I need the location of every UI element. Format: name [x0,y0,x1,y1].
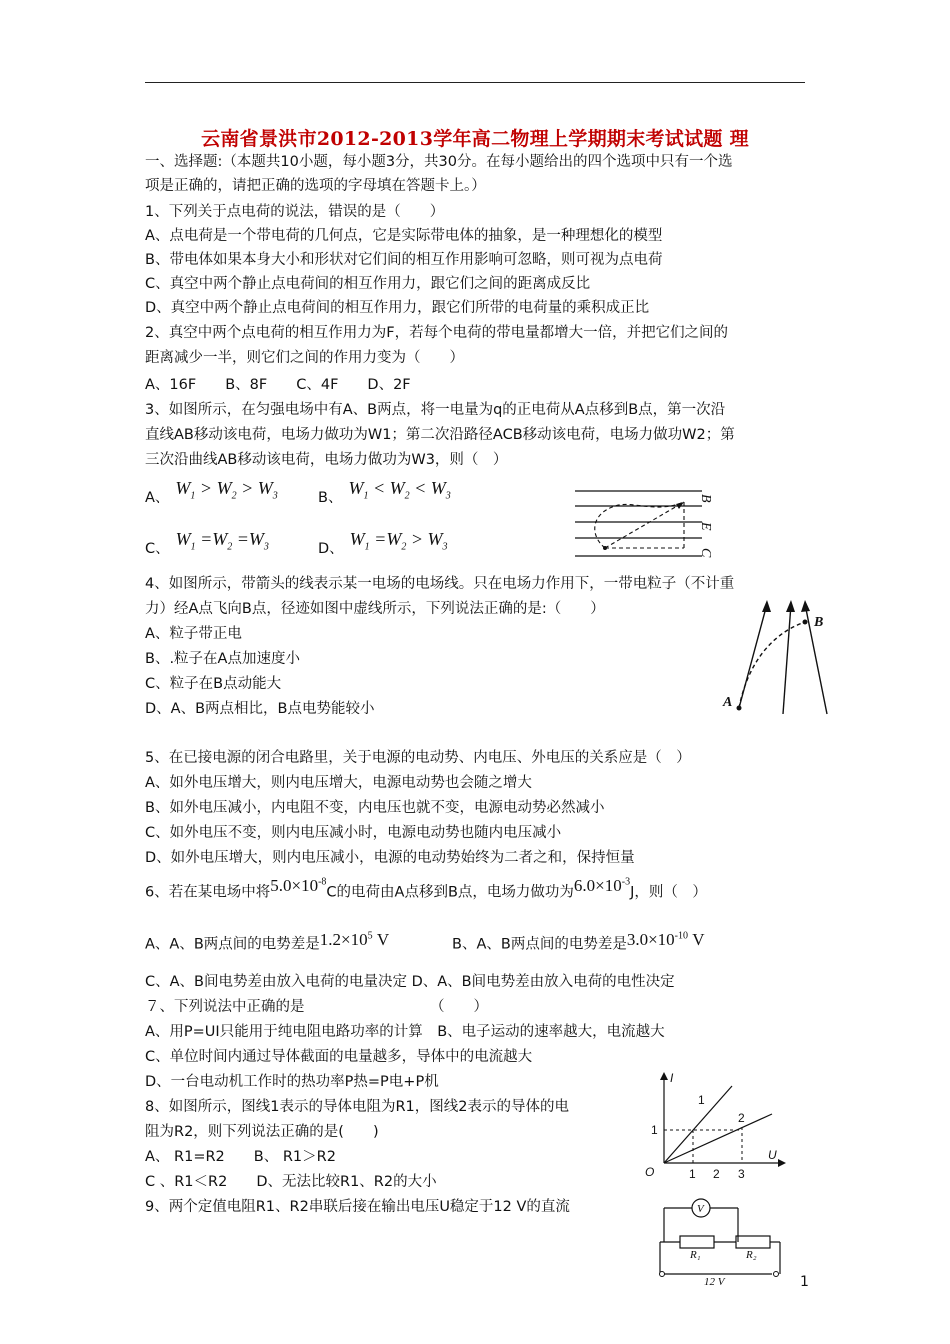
q4-field-lines-figure [715,596,835,721]
q2-stem-2: 距离减少一半，则它们之间的作用力变为（ ） [145,350,464,366]
q7-stem: ７、下列说法中正确的是 [145,999,305,1015]
q9-stem: 9、两个定值电阻R1、R2串联后接在输出电压U稳定于12 V的直流 [145,1199,570,1215]
q5-option-c: C、如外电压不变，则内电压减小时，电源电动势也随内电压减小 [145,825,562,841]
section-instruction-1: 一、选择题:（本题共10小题，每小题3分，共30分。在每小题给出的四个选项中只有一个选 [145,154,733,170]
q8-line-1-label: 1 [698,1093,705,1107]
q9-voltage-label: 12 V [704,1276,725,1288]
q4-label-a: A [723,695,733,710]
q8-x-tick-1: 1 [689,1167,696,1181]
q8-line-2-label: 2 [738,1111,745,1125]
q1-option-b: B、带电体如果本身大小和形状对它们间的相互作用影响可忽略，则可视为点电荷 [145,252,663,268]
q7-option-c: C、单位时间内通过导体截面的电量越多，导体中的电流越大 [145,1049,533,1065]
q5-option-b: B、如外电压减小，内电阻不变，内电压也就不变，电源电动势必然减小 [145,800,605,816]
q4-stem-2: 力）经A点飞向B点，径迹如图中虚线所示，下列说法正确的是:（ ） [145,601,605,617]
q9-voltmeter-label: V [697,1203,704,1215]
q1-stem: 1、下列关于点电荷的说法，错误的是（ ） [145,204,445,220]
q8-x-axis-label: U [768,1148,777,1162]
q3-option-d: D、 $W_1 =W_2 > W_3$ [318,529,448,557]
q3-label-e: E [698,522,713,531]
q3-field-figure [570,486,720,566]
q4-option-c: C、粒子在B点动能大 [145,676,282,692]
q8-x-tick-2: 2 [713,1167,720,1181]
q3-label-b: B [698,494,713,503]
q6-options-cd: C、A、B间电势差由放入电荷的电量决定 D、A、B间电势差由放入电荷的电性决定 [145,974,675,990]
q3-option-b: B、 $W_1 < W_2 < W_3$ [318,478,451,506]
q5-stem: 5、在已接电源的闭合电路里，关于电源的电动势、内电压、外电压的关系应是（ ） [145,750,691,766]
q2-stem-1: 2、真空中两个点电荷的相互作用力为F，若每个电荷的带电量都增大一倍，并把它们之间的 [145,325,729,341]
q8-stem-2: 阻为R2，则下列说法正确的是( ) [145,1124,379,1140]
q3-option-a: A、 $W_1 > W_2 > W_3$ [145,478,278,506]
q4-label-b: B [814,615,824,630]
page-title: 云南省景洪市2012-2013学年高二物理上学期期末考试试题 理 [201,128,749,150]
q1-option-a: A、点电荷是一个带电荷的几何点，它是实际带电体的抽象，是一种理想化的模型 [145,228,663,244]
q1-option-d: D、真空中两个静止点电荷间的相互作用力，跟它们所带的电荷量的乘积成正比 [145,300,650,316]
q9-circuit-figure [652,1190,802,1290]
q8-options-ab: A、 R1=R2 B、 R1＞R2 [145,1149,336,1165]
section-instruction-2: 项是正确的，请把正确的选项的字母填在答题卡上。） [145,178,486,194]
q3-stem-3: 三次沿曲线AB移动该电荷，电场力做功为W3，则（ ） [145,452,508,468]
q9-r1-label: R₁ [690,1249,701,1261]
q3-option-c: C、 $W_1 =W_2 =W_3$ [145,529,269,557]
q4-stem-1: 4、如图所示，带箭头的线表示某一电场的电场线。只在电场力作用下，一带电粒子（不计重 [145,576,735,592]
q4-option-b: B、.粒子在A点加速度小 [145,651,300,667]
q6-work-value: $6.0\times 10^{-3}$ [573,875,631,895]
q7-answer-paren: （ ） [430,999,488,1015]
q8-y-tick-1: 1 [651,1123,658,1137]
q8-options-cd: C 、R1＜R2 D、无法比较R1、R2的大小 [145,1174,437,1190]
q7-option-d: D、一台电动机工作时的热功率P热=P电+P机 [145,1074,439,1090]
q6-stem: 6、若在某电场中将$5.0\times 10^{-8}C$的电荷由A点移到B点，电场力做功为$6.0\times 10^{-3}J$，则（ ） [145,875,707,901]
page-number: 1 [800,1274,809,1290]
header-rule [145,82,805,83]
q7-options-ab: A、用P=UI只能用于纯电阻电路功率的计算 B、电子运动的速率越大，电流越大 [145,1024,665,1040]
q6-option-a: A、A、B两点间的电势差是$1.2\times 10^5$ V [145,929,390,953]
q5-option-d: D、如外电压增大，则内电压减小，电源的电动势始终为二者之和，保持恒量 [145,850,635,866]
q4-option-a: A、粒子带正电 [145,626,242,642]
q8-y-axis-label: I [670,1071,674,1085]
q6-charge-value: $5.0\times 10^{-8}$ [270,875,327,895]
q3-label-c: C [698,548,713,558]
q2-options: A、16F B、8F C、4F D、2F [145,377,411,393]
q3-stem-1: 3、如图所示，在匀强电场中有A、B两点，将一电量为q的正电荷从A点移到B点，第一次沿 [145,402,726,418]
q8-origin-label: O [645,1165,655,1179]
q3-stem-2: 直线AB移动该电荷，电场力做功为W1；第二次沿路径ACB移动该电荷，电场力做功W2；第 [145,427,735,443]
q8-x-tick-3: 3 [738,1167,745,1181]
q8-iu-graph [640,1068,790,1186]
q5-option-a: A、如外电压增大，则内电压增大，电源电动势也会随之增大 [145,775,532,791]
q1-option-c: C、真空中两个静止点电荷间的相互作用力，跟它们之间的距离成反比 [145,276,591,292]
q8-stem-1: 8、如图所示，图线1表示的导体电阻为R1，图线2表示的导体的电 [145,1099,569,1115]
q9-r2-label: R₂ [746,1249,757,1261]
q4-option-d: D、A、B两点相比，B点电势能较小 [145,701,375,717]
q6-option-b: B、A、B两点间的电势差是$3.0\times 10^{-10}$ V [452,929,705,953]
